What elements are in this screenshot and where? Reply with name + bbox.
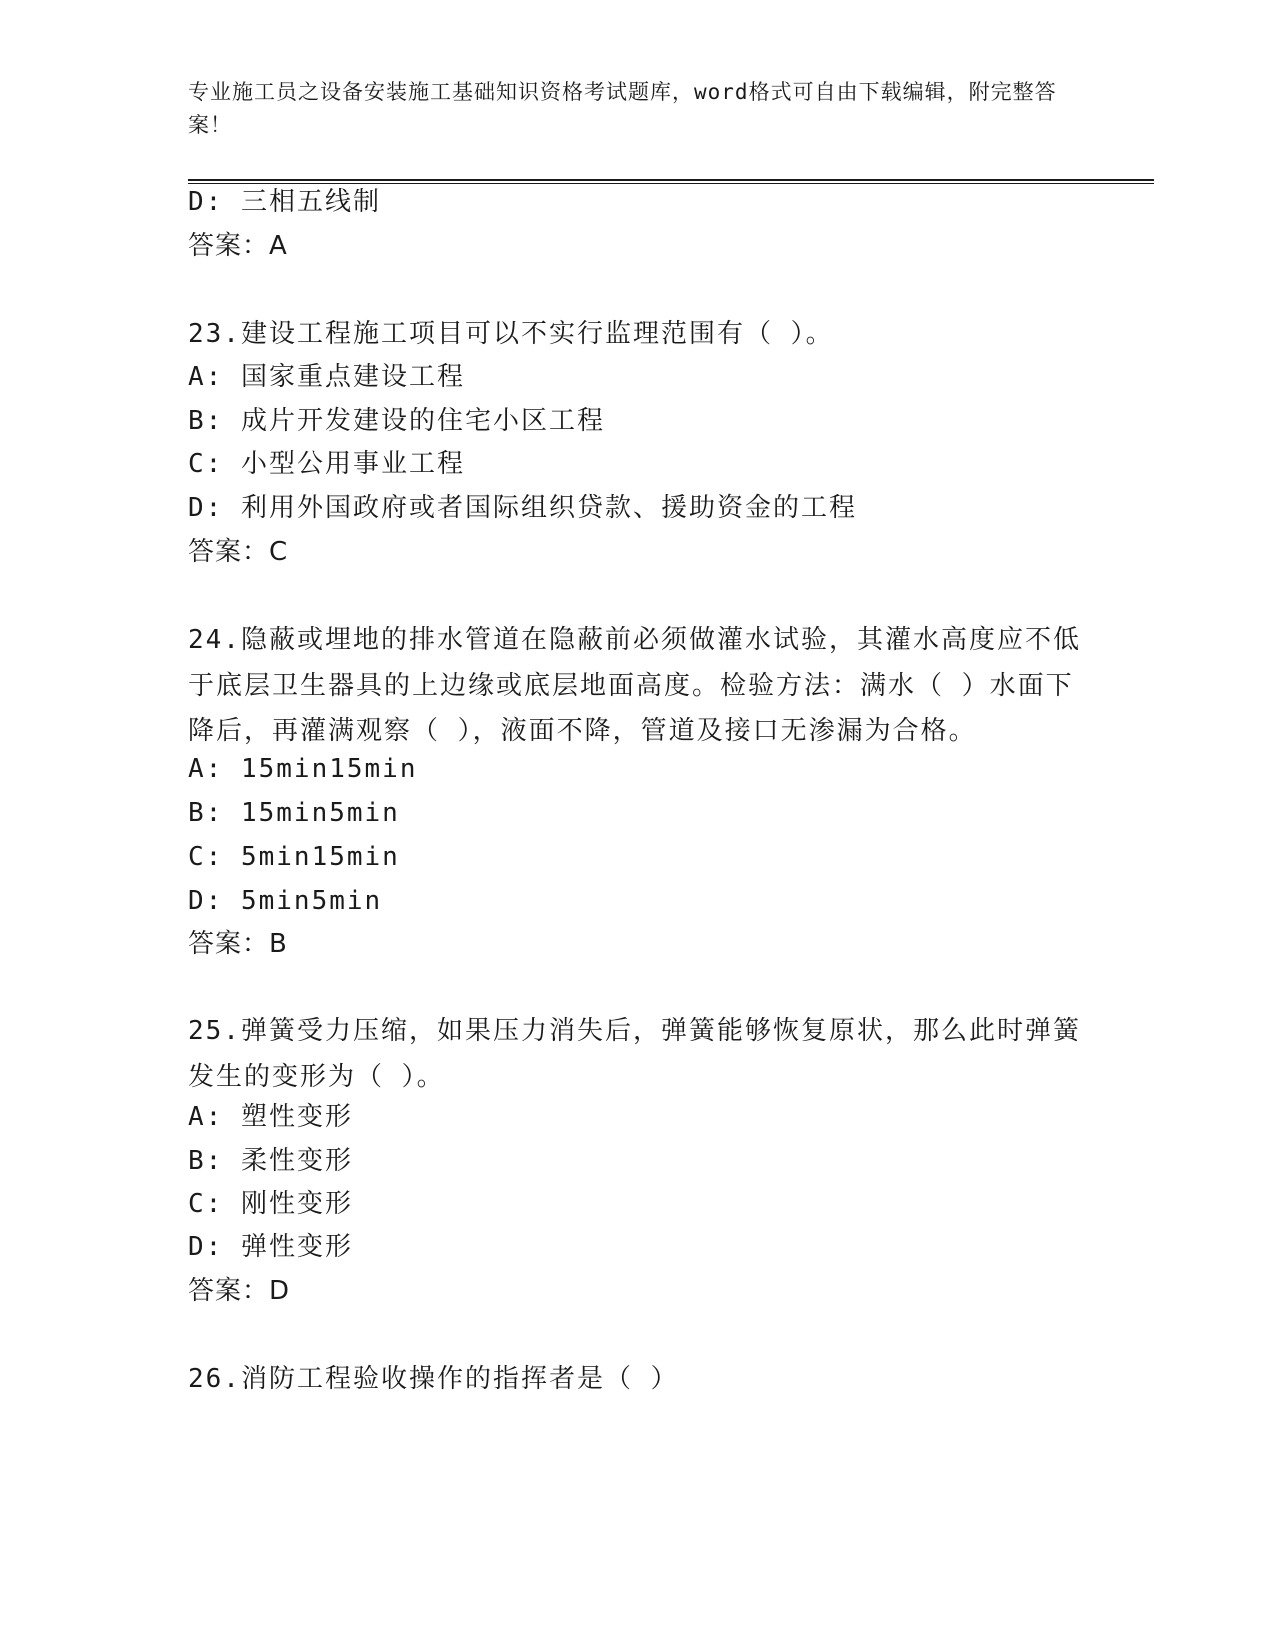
document-header: 专业施工员之设备安装施工基础知识资格考试题库，word格式可自由下载编辑，附完整答案！ [188,80,1057,137]
question-stem-23: 23.建设工程施工项目可以不实行监理范围有（ ）。 [188,319,834,349]
option-b: B: 15min5min [188,798,400,828]
answer-label: 答案：C [188,537,289,567]
question-stem-26: 26.消防工程验收操作的指挥者是（ ） [188,1364,679,1394]
option-c: C: 小型公用事业工程 [188,449,465,479]
question-stem-24: 24.隐蔽或埋地的排水管道在隐蔽前必须做灌水试验，其灌水高度应不低于底层卫生器具的上边缘或底层地面高度。检验方法：满水（ ）水面下降后，再灌满观察（ ），液面不降，管道及接口无渗漏为合格。 [188,625,1081,746]
answer-label: 答案：B [188,929,288,959]
option-c: C: 刚性变形 [188,1189,353,1219]
option-d: D: 弹性变形 [188,1232,353,1262]
option-b: B: 柔性变形 [188,1146,353,1176]
header-divider [188,179,1154,184]
option-a: A: 15min15min [188,754,418,784]
answer-label: 答案：D [188,1276,291,1306]
option-a: A: 塑性变形 [188,1102,353,1132]
option-a: A: 国家重点建设工程 [188,362,465,392]
option-d: D: 5min5min [188,886,383,916]
option-d: D: 三相五线制 [188,187,381,217]
option-b: B: 成片开发建设的住宅小区工程 [188,406,605,436]
answer-label: 答案：A [188,231,288,261]
question-stem-25: 25.弹簧受力压缩，如果压力消失后，弹簧能够恢复原状，那么此时弹簧发生的变形为（ ）。 [188,1016,1081,1092]
option-c: C: 5min15min [188,842,400,872]
option-d: D: 利用外国政府或者国际组织贷款、援助资金的工程 [188,493,857,523]
